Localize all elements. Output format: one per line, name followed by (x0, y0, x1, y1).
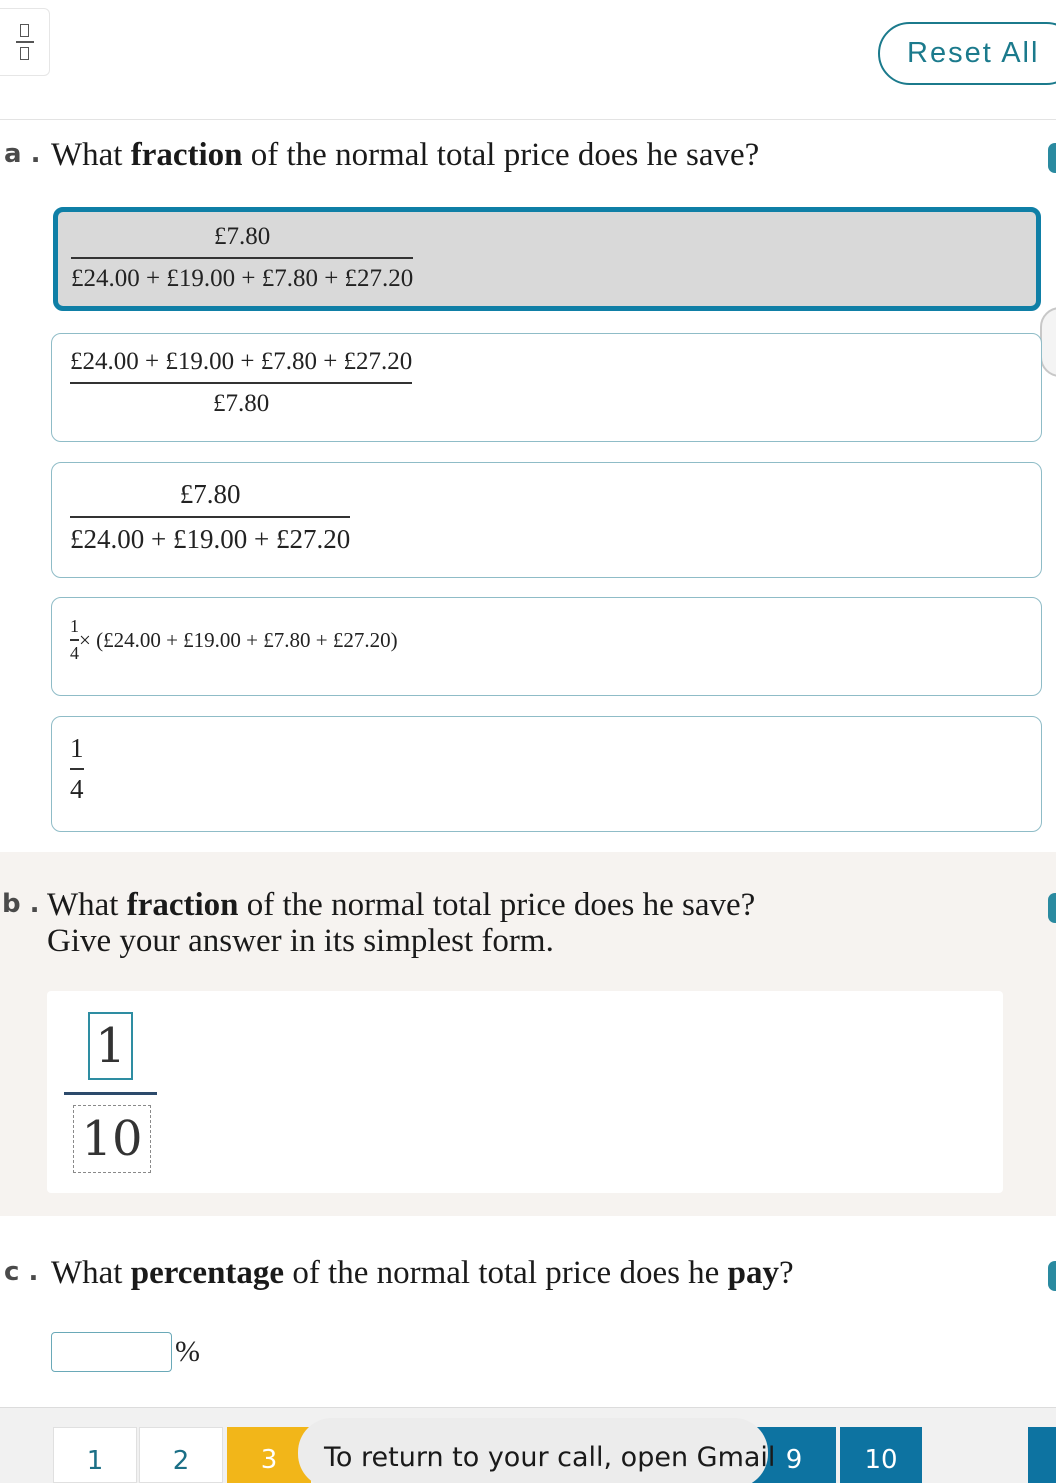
reset-all-button[interactable]: Reset All (878, 22, 1056, 85)
question-a-side-marker (1048, 143, 1056, 173)
option-3-numerator: £7.80 (179, 479, 241, 509)
nav-page-2[interactable]: 2 (139, 1427, 223, 1483)
answer-option-3[interactable] (51, 462, 1042, 578)
option-5-fraction: $\frac{1}{4}$ (70, 733, 84, 804)
question-c-side-marker (1048, 1261, 1056, 1291)
option-3-denominator: £24.00 + £19.00 + £27.20 (70, 524, 351, 554)
answer-fraction-bar (64, 1092, 157, 1095)
top-toolbar (0, 0, 1056, 120)
option-1-numerator: £7.80 (214, 223, 271, 250)
nav-page-10[interactable]: 10 (840, 1427, 922, 1483)
question-b-answer-card (47, 991, 1003, 1193)
option-2-denominator: £7.80 (213, 390, 270, 417)
answer-denominator-input[interactable]: 10 (73, 1105, 151, 1173)
nav-page-3-current[interactable]: 3 (227, 1427, 311, 1483)
nav-page-9[interactable]: 9 (752, 1427, 836, 1483)
answer-numerator-input[interactable]: 1 (88, 1012, 133, 1080)
question-b-letter: b . (2, 889, 40, 919)
fraction-template-icon[interactable] (0, 8, 50, 76)
nav-next-button[interactable] (1028, 1427, 1056, 1483)
question-a-letter: a . (4, 139, 41, 169)
answer-option-5[interactable] (51, 716, 1042, 832)
option-4-expression: × (£24.00 + £19.00 + £7.80 + £27.20) (79, 627, 398, 652)
question-b-text: What fraction of the normal total price does he save? Give your answer in its simplest form. (47, 887, 756, 959)
option-2-numerator: £24.00 + £19.00 + £7.80 + £27.20 (70, 348, 413, 375)
option-1-denominator: £24.00 + £19.00 + £7.80 + £27.20 (71, 265, 414, 292)
option-3-fraction (70, 479, 350, 555)
question-c-text: What percentage of the normal total price does he pay? (51, 1255, 794, 1291)
side-drawer-handle[interactable] (1040, 307, 1056, 377)
answer-option-2[interactable] (51, 333, 1042, 442)
nav-page-1[interactable]: 1 (53, 1427, 137, 1483)
option-2-fraction (70, 348, 412, 418)
option-1-fraction (71, 223, 413, 293)
answer-option-1[interactable] (53, 207, 1041, 311)
percentage-input[interactable] (51, 1332, 172, 1372)
question-c-letter: c . (4, 1257, 39, 1287)
question-a-text: What fraction of the normal total price does he save? (51, 137, 760, 173)
question-b-instruction: Give your answer in its simplest form. (47, 923, 554, 959)
question-b-side-marker (1048, 893, 1056, 923)
option-4-fraction: $\frac{1}{4}$ (70, 616, 79, 663)
call-return-toast[interactable]: To return to your call, open Gmail (298, 1418, 768, 1483)
answer-option-4[interactable] (51, 597, 1042, 696)
percent-unit: % (175, 1335, 200, 1368)
